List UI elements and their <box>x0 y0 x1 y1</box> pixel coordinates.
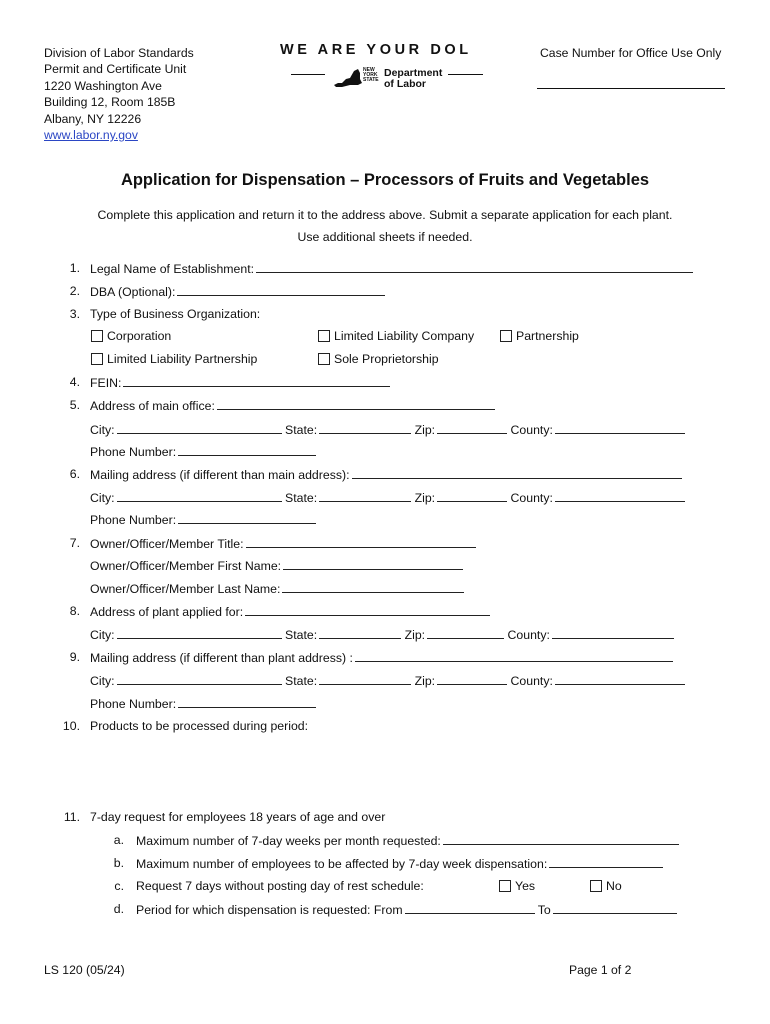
owner-title-row <box>90 536 476 551</box>
slogan: WE ARE YOUR DOL <box>280 42 472 58</box>
seven-day-label: 7-day request for employees 18 years of age and over <box>90 810 386 824</box>
owner-last-row <box>90 581 464 596</box>
fein-label: FEIN: <box>90 376 122 390</box>
option-no[interactable]: No <box>590 879 622 893</box>
checkbox[interactable] <box>91 353 103 365</box>
main-mailing-field[interactable] <box>352 467 682 479</box>
max-employees-row <box>136 856 663 871</box>
checkbox[interactable] <box>500 330 512 342</box>
case-number-field[interactable] <box>537 88 725 89</box>
question-number: 3. <box>69 307 80 321</box>
question-number: 4. <box>69 375 80 389</box>
fein-row <box>90 375 390 390</box>
logo-rule <box>448 74 483 75</box>
plant-address-row <box>90 604 490 619</box>
option-llp[interactable]: Limited Liability Partnership <box>91 352 257 366</box>
checkbox[interactable] <box>318 330 330 342</box>
main-mailing-city-row: City: State: Zip: County: <box>90 490 685 505</box>
plant-mailing-city-row: City: State: Zip: County: <box>90 673 685 688</box>
owner-first-row <box>90 558 463 573</box>
item-letter: d. <box>113 902 124 916</box>
main-office-row <box>90 398 495 413</box>
question-number: 1. <box>69 261 80 275</box>
products-label: Products to be processed during period: <box>90 719 309 733</box>
logo-rule <box>291 74 325 75</box>
state-field[interactable] <box>319 673 411 685</box>
products-field[interactable] <box>90 737 720 805</box>
question-number: 11. <box>63 810 80 824</box>
no-posting-label: Request 7 days without posting day of rest schedule: <box>136 879 424 893</box>
option-partnership[interactable]: Partnership <box>500 329 579 343</box>
dba-row <box>90 284 385 299</box>
city-field[interactable] <box>117 673 282 685</box>
checkbox[interactable] <box>91 330 103 342</box>
question-number: 7. <box>69 536 80 550</box>
page-number: Page 1 of 2 <box>569 963 632 977</box>
item-letter: b. <box>113 856 124 870</box>
main-office-field[interactable] <box>217 398 495 410</box>
main-office-label: Address of main office: <box>90 399 215 413</box>
page-title: Application for Dispensation – Processors of Fruits and Vegetables <box>120 171 650 189</box>
main-mailing-phone-row: Phone Number: <box>90 512 316 527</box>
plant-mailing-phone-row: Phone Number: <box>90 696 316 711</box>
period-from-field[interactable] <box>405 902 535 914</box>
owner-title-field[interactable] <box>246 536 476 548</box>
main-office-city-row: City: State: Zip: County: <box>90 422 685 437</box>
county-field[interactable] <box>552 627 674 639</box>
instructions-line: Complete this application and return it to the address above. Submit a separate application for each plant. <box>97 208 673 222</box>
item-letter: a. <box>113 833 124 847</box>
checkbox[interactable] <box>590 880 602 892</box>
owner-last-label: Owner/Officer/Member Last Name: <box>90 582 281 596</box>
option-corporation[interactable]: Corporation <box>91 329 171 343</box>
legal-name-label: Legal Name of Establishment: <box>90 262 255 276</box>
question-number: 9. <box>69 650 80 664</box>
item-letter: c. <box>114 879 124 893</box>
period-row <box>136 902 677 917</box>
plant-address-field[interactable] <box>245 604 490 616</box>
main-mailing-row <box>90 467 682 482</box>
zip-field[interactable] <box>437 490 507 502</box>
legal-name-field[interactable] <box>256 261 693 273</box>
city-field[interactable] <box>117 490 282 502</box>
zip-field[interactable] <box>437 673 507 685</box>
plant-mailing-label: Mailing address (if different than plant address) : <box>90 651 353 665</box>
owner-title-label: Owner/Officer/Member Title: <box>90 537 244 551</box>
city-field[interactable] <box>117 422 282 434</box>
office-address <box>44 45 194 143</box>
dba-field[interactable] <box>177 284 385 296</box>
zip-field[interactable] <box>437 422 507 434</box>
question-number: 6. <box>69 467 80 481</box>
form-id: LS 120 (05/24) <box>44 963 125 977</box>
legal-name-row <box>90 261 693 276</box>
plant-mailing-field[interactable] <box>355 650 673 662</box>
state-field[interactable] <box>319 627 401 639</box>
dba-label: DBA (Optional): <box>90 285 176 299</box>
website-link[interactable]: www.labor.ny.gov <box>44 128 138 143</box>
department-wordmark: Department of Labor <box>384 67 443 90</box>
question-number: 2. <box>69 284 80 298</box>
zip-field[interactable] <box>427 627 504 639</box>
county-field[interactable] <box>555 490 685 502</box>
plant-city-row: City: State: Zip: County: <box>90 627 674 642</box>
address-line: Division of Labor Standards <box>44 46 194 60</box>
owner-first-field[interactable] <box>283 558 463 570</box>
period-to-label: To <box>537 903 551 917</box>
address-line: Building 12, Room 185B <box>44 95 176 110</box>
plant-mailing-row <box>90 650 673 665</box>
option-llc[interactable]: Limited Liability Company <box>318 329 474 343</box>
question-number: 5. <box>69 398 80 412</box>
instructions-line: Use additional sheets if needed. <box>297 230 473 244</box>
main-office-phone-row: Phone Number: <box>90 444 316 459</box>
max-employees-label: Maximum number of employees to be affected by 7-day week dispensation: <box>136 857 548 871</box>
address-line: 1220 Washington Ave <box>44 78 162 93</box>
fein-field[interactable] <box>123 375 390 387</box>
ny-state-wordmark: NEW YORK STATE <box>363 67 379 83</box>
option-yes[interactable]: Yes <box>499 879 535 893</box>
option-sole-proprietorship[interactable]: Sole Proprietorship <box>318 352 439 366</box>
question-number: 10. <box>62 719 80 733</box>
checkbox[interactable] <box>499 880 511 892</box>
phone-field[interactable] <box>178 444 316 456</box>
plant-address-label: Address of plant applied for: <box>90 605 244 619</box>
city-field[interactable] <box>117 627 282 639</box>
state-field[interactable] <box>319 490 411 502</box>
max-employees-field[interactable] <box>549 856 663 868</box>
county-field[interactable] <box>555 673 685 685</box>
address-line: Permit and Certificate Unit <box>44 62 187 77</box>
max-weeks-label: Maximum number of 7-day weeks per month requested: <box>136 834 441 848</box>
max-weeks-row <box>136 833 679 848</box>
period-from-label: Period for which dispensation is requested: From <box>136 903 403 917</box>
main-mailing-label: Mailing address (if different than main address): <box>90 468 350 482</box>
case-number-label: Case Number for Office Use Only <box>540 46 722 60</box>
phone-field[interactable] <box>178 512 316 524</box>
org-type-label: Type of Business Organization: <box>90 307 261 321</box>
max-weeks-field[interactable] <box>443 833 679 845</box>
county-field[interactable] <box>555 422 685 434</box>
period-to-field[interactable] <box>553 902 677 914</box>
owner-first-label: Owner/Officer/Member First Name: <box>90 559 282 573</box>
address-line: Albany, NY 12226 <box>44 111 142 126</box>
phone-field[interactable] <box>178 696 316 708</box>
owner-last-field[interactable] <box>282 581 464 593</box>
state-field[interactable] <box>319 422 411 434</box>
dol-logo <box>280 42 495 94</box>
question-number: 8. <box>69 604 80 618</box>
checkbox[interactable] <box>318 353 330 365</box>
